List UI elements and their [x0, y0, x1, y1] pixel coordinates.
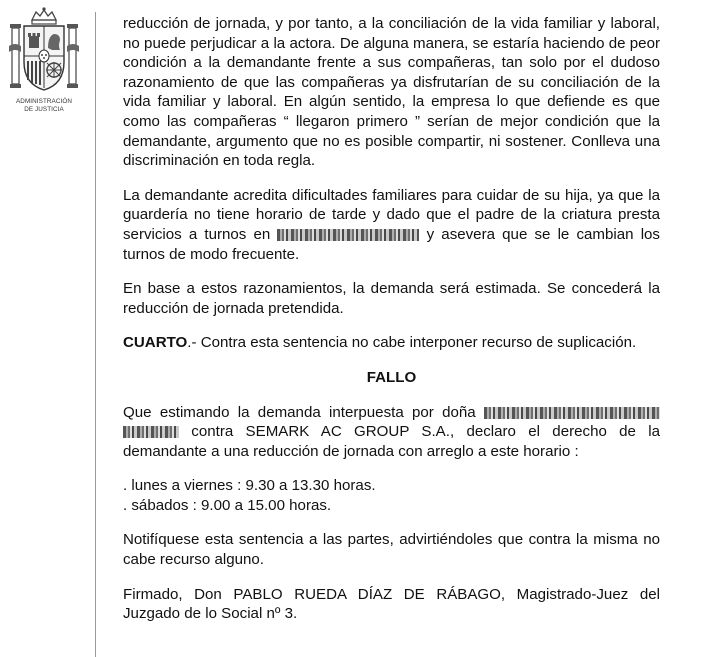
paragraph-family-difficulties [123, 186, 660, 264]
paragraph-family-text-end: y asevera que se le cambian los turnos de modo frecuente. [123, 225, 660, 263]
paragraph-conciliation: reducción de jornada, y por tanto, a la conciliación de la vida familiar y laboral, no puede perjudicar a la actora. De alguna manera, se estaría haciendo de peor condición a la demandante frente a sus compañeras, tan solo por el dudoso razonamiento de que las compañeras ya disfrutarían de su conciliación de la vida familiar y laboral. En algún sentido, la empresa lo que defiende es que como las compañeras “ llegaron primero ” serían de mejor condición que la demandante, argumento que no es posible compartir, ni sostener. Conlleva una discriminación en toda regla. [123, 15, 660, 170]
margin-divider [95, 12, 96, 657]
paragraph-ruling-reasoning: En base a estos razonamientos, la demanda será estimada. Se concederá la reducción de jornada pretendida. [123, 280, 660, 317]
cuarto-label: CUARTO [123, 334, 188, 352]
redacted-plaintiff-name-1 [484, 407, 660, 419]
paragraph-family-text-start: La demandante acredita dificultades familiares para cuidar de su hija, ya que la guardería no tiene horario de tarde y dado que el padre de la criatura presta servicios a turnos en [123, 186, 660, 243]
cuarto-text: .- Contra esta sentencia no cabe interponer recurso de suplicación. [187, 334, 637, 352]
schedule-weekdays: . lunes a viernes : 9.30 a 13.30 horas. [123, 477, 376, 495]
fallo-heading: FALLO [366, 368, 417, 386]
paragraph-cuarto [123, 333, 660, 353]
document-body [123, 14, 660, 639]
paragraph-fallo [123, 403, 660, 462]
spanish-coat-of-arms-icon [8, 6, 80, 98]
crest-caption-line1: ADMINISTRACIÓN [16, 98, 72, 105]
crest-caption-line2: DE JUSTICIA [24, 106, 64, 113]
paragraph-notification: Notifíquese esta sentencia a las partes, advirtiéndoles que contra la misma no cabe recurso alguno. [123, 531, 660, 569]
fallo-text-start: Que estimando la demanda interpuesta por doña [123, 403, 484, 421]
sidebar [0, 0, 96, 657]
crest-caption [2, 98, 86, 114]
redacted-plaintiff-name-2 [123, 426, 179, 438]
fallo-text-end: contra SEMARK AC GROUP S.A., declaro el derecho de la demandante a una reducción de jornada con arreglo a este horario : [123, 423, 660, 460]
redacted-employer [277, 229, 419, 241]
schedule-saturdays: . sábados : 9.00 a 15.00 horas. [123, 496, 332, 514]
paragraph-signature: Firmado, Don PABLO RUEDA DÍAZ DE RÁBAGO, Magistrado-Juez del Juzgado de lo Social nº 3. [123, 585, 660, 623]
